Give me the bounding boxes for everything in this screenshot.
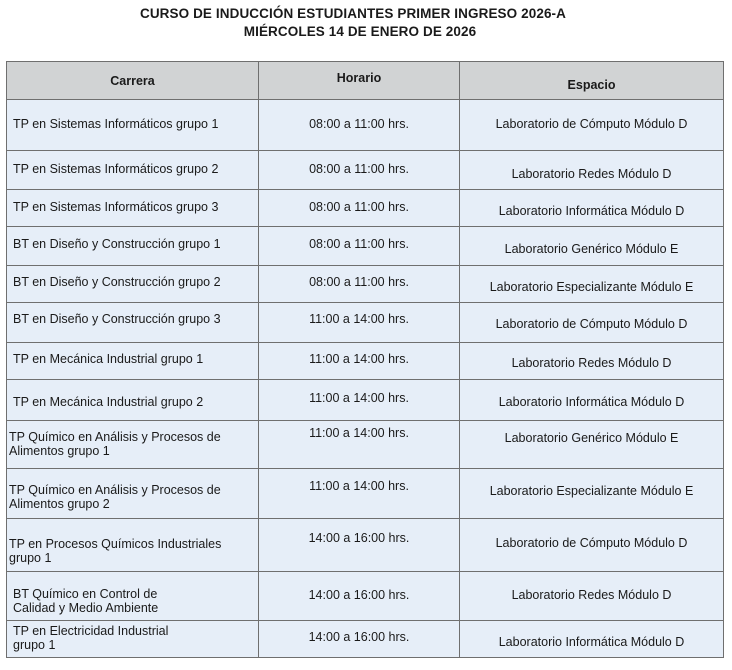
cell-espacio: Laboratorio Informática Módulo D xyxy=(460,380,724,421)
cell-espacio: Laboratorio Informática Módulo D xyxy=(460,621,724,658)
cell-horario: 14:00 a 16:00 hrs. xyxy=(259,621,460,658)
column-header-espacio: Espacio xyxy=(460,62,724,100)
cell-horario: 11:00 a 14:00 hrs. xyxy=(259,380,460,421)
table-row xyxy=(7,519,724,572)
cell-carrera: TP en Mecánica Industrial grupo 2 xyxy=(7,380,259,421)
cell-carrera: BT en Diseño y Construcción grupo 2 xyxy=(7,266,259,303)
table-row xyxy=(7,421,724,469)
cell-horario: 08:00 a 11:00 hrs. xyxy=(259,266,460,303)
cell-espacio: Laboratorio Especializante Módulo E xyxy=(460,266,724,303)
table-row xyxy=(7,621,724,658)
cell-espacio: Laboratorio Especializante Módulo E xyxy=(460,469,724,519)
cell-horario: 11:00 a 14:00 hrs. xyxy=(259,421,460,469)
table-row xyxy=(7,100,724,151)
table-row xyxy=(7,190,724,227)
cell-espacio: Laboratorio Informática Módulo D xyxy=(460,190,724,227)
cell-horario: 08:00 a 11:00 hrs. xyxy=(259,151,460,190)
cell-horario: 11:00 a 14:00 hrs. xyxy=(259,343,460,380)
table-row xyxy=(7,343,724,380)
table-row xyxy=(7,151,724,190)
cell-horario: 08:00 a 11:00 hrs. xyxy=(259,227,460,266)
cell-carrera: TP en Electricidad Industrial grupo 1 xyxy=(7,621,259,658)
cell-espacio: Laboratorio Genérico Módulo E xyxy=(460,227,724,266)
cell-espacio: Laboratorio de Cómputo Módulo D xyxy=(460,519,724,572)
cell-espacio: Laboratorio Genérico Módulo E xyxy=(460,421,724,469)
column-header-carrera: Carrera xyxy=(7,62,259,100)
cell-horario: 11:00 a 14:00 hrs. xyxy=(259,469,460,519)
table-row xyxy=(7,227,724,266)
cell-espacio: Laboratorio de Cómputo Módulo D xyxy=(460,303,724,343)
cell-horario: 08:00 a 11:00 hrs. xyxy=(259,190,460,227)
cell-carrera: TP en Sistemas Informáticos grupo 3 xyxy=(7,190,259,227)
cell-espacio: Laboratorio Redes Módulo D xyxy=(460,343,724,380)
cell-carrera: TP en Procesos Químicos Industriales grupo 1 xyxy=(7,519,259,572)
table-row xyxy=(7,303,724,343)
cell-carrera: TP en Sistemas Informáticos grupo 2 xyxy=(7,151,259,190)
schedule-table xyxy=(6,61,724,658)
table-row xyxy=(7,469,724,519)
table-row xyxy=(7,266,724,303)
cell-carrera: TP Químico en Análisis y Procesos de Alimentos grupo 1 xyxy=(7,421,259,469)
document-title: CURSO DE INDUCCIÓN ESTUDIANTES PRIMER INGRESO 2026-A xyxy=(139,6,566,21)
table-row xyxy=(7,572,724,621)
document-date: MIÉRCOLES 14 DE ENERO DE 2026 xyxy=(243,24,477,39)
table-row xyxy=(7,380,724,421)
cell-horario: 11:00 a 14:00 hrs. xyxy=(259,303,460,343)
cell-horario: 14:00 a 16:00 hrs. xyxy=(259,572,460,621)
cell-espacio: Laboratorio de Cómputo Módulo D xyxy=(460,100,724,151)
cell-carrera: TP Químico en Análisis y Procesos de Alimentos grupo 2 xyxy=(7,469,259,519)
cell-horario: 08:00 a 11:00 hrs. xyxy=(259,100,460,151)
cell-carrera: BT en Diseño y Construcción grupo 1 xyxy=(7,227,259,266)
cell-carrera: BT Químico en Control de Calidad y Medio Ambiente xyxy=(7,572,259,621)
cell-carrera: BT en Diseño y Construcción grupo 3 xyxy=(7,303,259,343)
column-header-horario: Horario xyxy=(259,62,460,100)
cell-carrera: TP en Sistemas Informáticos grupo 1 xyxy=(7,100,259,151)
cell-carrera: TP en Mecánica Industrial grupo 1 xyxy=(7,343,259,380)
cell-espacio: Laboratorio Redes Módulo D xyxy=(460,572,724,621)
cell-espacio: Laboratorio Redes Módulo D xyxy=(460,151,724,190)
cell-horario: 14:00 a 16:00 hrs. xyxy=(259,519,460,572)
table-header-row xyxy=(7,62,724,100)
